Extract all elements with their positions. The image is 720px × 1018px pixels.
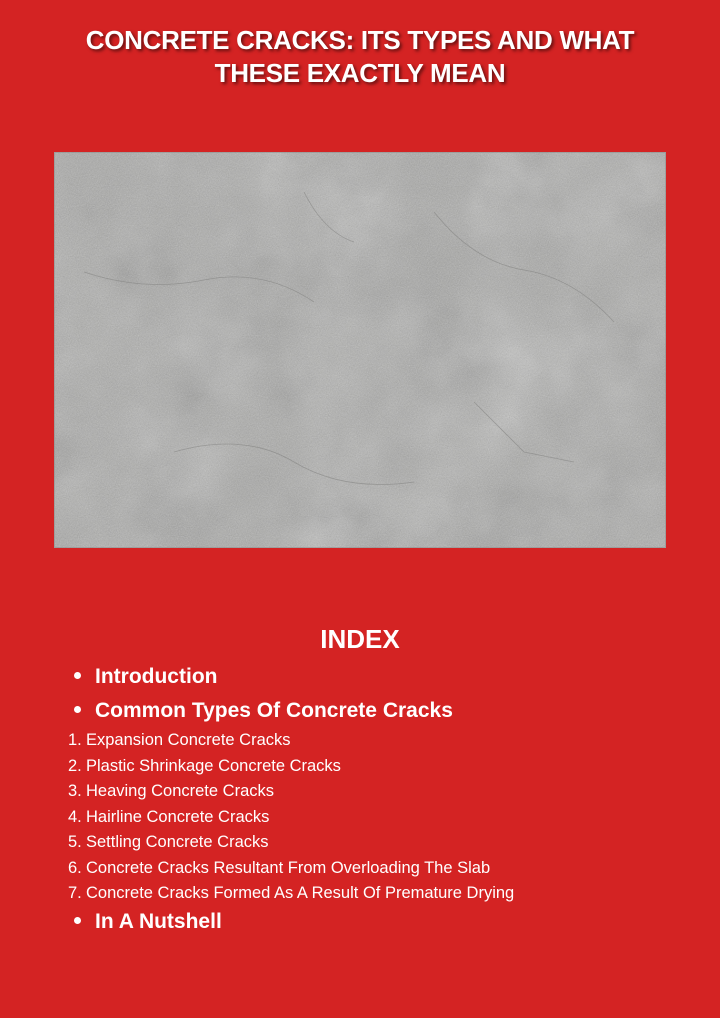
list-item-text: Concrete Cracks Resultant From Overloading The Slab — [86, 858, 491, 877]
list-item-text: Settling Concrete Cracks — [86, 833, 269, 851]
concrete-texture-image — [54, 152, 666, 548]
list-item-text: Plastic Shrinkage Concrete Cracks — [86, 756, 341, 775]
list-item-number: 7. — [68, 884, 82, 902]
list-item — [68, 881, 514, 907]
title-line-2: THESE EXACTLY MEAN — [214, 58, 506, 88]
index-bullet-introduction — [74, 662, 217, 692]
list-item-text: Heaving Concrete Cracks — [86, 782, 274, 800]
bullet-label: Introduction — [95, 665, 218, 688]
list-item — [68, 856, 514, 882]
page-title — [40, 24, 680, 90]
list-item-number: 5. — [68, 833, 82, 851]
list-item-number: 4. — [68, 807, 82, 826]
list-item-number: 3. — [68, 782, 82, 800]
list-item-text: Expansion Concrete Cracks — [86, 731, 291, 749]
title-line-1: CONCRETE CRACKS: ITS TYPES AND WHAT — [85, 25, 635, 55]
list-item-number: 1. — [68, 731, 82, 749]
list-item-text: Concrete Cracks Formed As A Result Of Premature Drying — [86, 884, 515, 902]
bullet-dot-icon — [74, 917, 81, 924]
list-item-number: 2. — [68, 756, 82, 775]
bullet-dot-icon — [74, 706, 81, 713]
index-bullet-common-types — [74, 696, 453, 726]
index-heading: INDEX — [320, 624, 400, 654]
list-item — [68, 754, 514, 780]
bullet-label: Common Types Of Concrete Cracks — [95, 699, 453, 722]
crack-types-list — [68, 728, 514, 907]
list-item — [68, 830, 514, 856]
list-item-number: 6. — [68, 858, 82, 877]
list-item — [68, 805, 514, 831]
index-bullet-in-a-nutshell — [74, 907, 222, 937]
list-item — [68, 779, 514, 805]
bullet-dot-icon — [74, 672, 81, 679]
list-item-text: Hairline Concrete Cracks — [86, 807, 270, 826]
list-item — [68, 728, 514, 754]
bullet-label: In A Nutshell — [95, 910, 222, 933]
